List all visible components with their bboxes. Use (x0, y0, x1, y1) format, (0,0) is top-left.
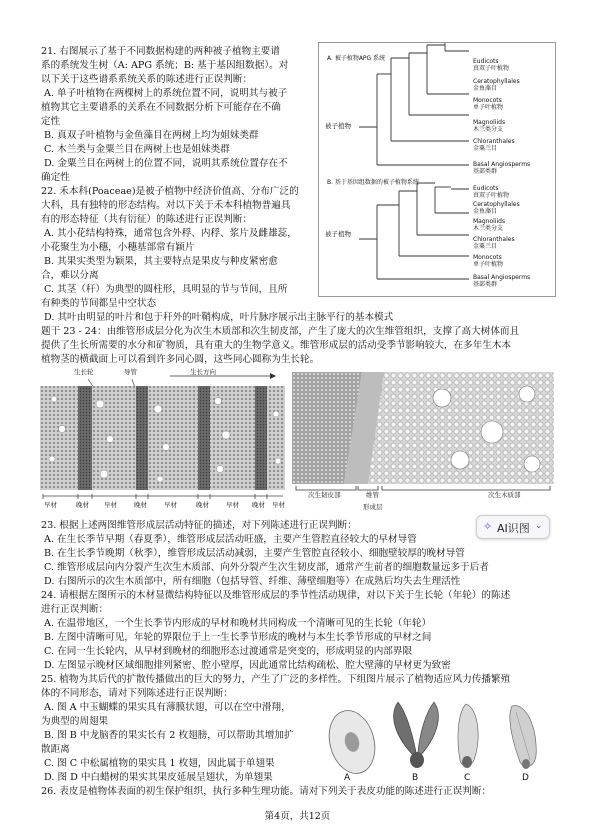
fig-label-b: B (412, 773, 419, 783)
tree-a-tip: 木兰类分支 (473, 126, 504, 133)
fruit-d-drawing (510, 706, 536, 769)
q24-stem: 24. 请根据左图所示的木材显微结构特征以及维管形成层的季节性活动规律，对以下关于生长轮（年轮）的陈述 (41, 590, 511, 601)
fig-label-d: D (522, 773, 529, 783)
tree-a-tip: Monocots (473, 97, 502, 104)
q21-option-d-cont: 确定性 (41, 172, 70, 183)
q25-option-b: B. 图 B 中龙脑香的果实长有 2 枚翅膀，可以帮助其增加扩 (44, 730, 294, 741)
q22-option-d: D. 其叶由明显的叶片和包于秆外的叶鞘构成，叶片脉序展示出主脉平行的基本模式 (44, 312, 394, 323)
label-secondary-xylem: 次生木质部 (488, 491, 521, 499)
label-vessel: 导管 (124, 368, 137, 376)
q22-option-c-cont: 有种类的节间都呈中空状态 (41, 298, 157, 309)
q25-option-b-cont: 散距离 (41, 744, 70, 755)
q21-option-c: C. 木兰类与金粟兰目在两树上也是姐妹类群 (44, 144, 230, 155)
tree-b-tip: 真双子叶植物 (473, 192, 510, 199)
wood-micrograph-figure (40, 369, 556, 514)
q25-option-d: D. 图 D 中白蜡树的果实其果皮延展呈翅状，为单翅果 (44, 772, 273, 783)
label-late-wood: 晚材 (196, 501, 209, 509)
q21-stem-line: 21. 右图展示了基于不同数据构建的两种被子植物主要谱 (41, 46, 280, 57)
label-growth-direction: 生长方向 (190, 368, 216, 376)
intro-line: 提供了生长所需要的水分和矿物质，具有重大的生物学意义。维管形成层的活动受季节影响较大，在多年生木本 (41, 340, 512, 351)
fruit-a-drawing (326, 705, 382, 778)
q24-stem: 进行正误判断： (41, 604, 109, 615)
q22-stem: 22. 禾本科(Poaceae)是被子植物中经济价值高、分布广泛的 (41, 186, 299, 197)
tree-a-tip: Magnoliids (473, 119, 506, 126)
intro-line: 植物茎的横截面上可以看到许多同心圆，这些同心圆称为生长轮。 (41, 354, 320, 365)
q22-option-b: B. 其果实类型为颖果，其主要特点是果皮与种皮紧密愈 (44, 256, 278, 267)
tree-b-tip: 基部类群 (473, 281, 498, 288)
label-secondary-phloem: 次生韧皮部 (308, 491, 341, 499)
q25-option-c: C. 图 C 中松属植物的果实具 1 枚翅，因此属于单翅果 (44, 758, 275, 769)
tree-a-tip: 单子叶植物 (473, 104, 504, 111)
tree-a-tip: Basal Angiosperms (473, 161, 531, 168)
tree-b-tip: 单子叶植物 (473, 261, 504, 268)
label-early-wood: 早材 (226, 501, 239, 509)
tree-b-root-label: 被子植物 (325, 230, 351, 238)
tree-b-tip: Eudicots (473, 185, 499, 192)
chevron-down-icon[interactable]: ⌄ (535, 521, 543, 531)
q22-option-c: C. 其茎（秆）为典型的圆柱形，具明显的节与节间，且所 (44, 284, 288, 295)
label-early-wood: 早材 (272, 501, 285, 509)
q25-option-a: A. 图 A 中玉蝴蝶的果实具有薄膜状翅，可以在空中滑翔， (44, 702, 291, 713)
fruit-drawings (326, 698, 556, 778)
q21-stem-line: 系的系统发生树（A: APG 系统；B: 基于基因组数据）。对 (41, 60, 289, 71)
q21-option-a-cont: 定性 (41, 116, 61, 127)
ai-recognize-button[interactable] (476, 515, 550, 539)
tree-a-tip: Eudicots (473, 58, 499, 65)
q21-option-a-cont: 植物其它主要谱系的关系在不同数据分析下可能存在不确 (41, 102, 281, 113)
fruit-c-drawing (458, 704, 478, 768)
q21-stem-line: 以下关于这些谱系系统关系的陈述进行正误判断： (41, 74, 253, 85)
tree-b-tip: Ceratophyllales (473, 201, 520, 208)
tree-b-tip: Basal Angiosperms (473, 274, 531, 281)
label-late-wood: 晚材 (76, 501, 89, 509)
q23-stem: 23. 根据上述两图维管形成层活动特征的描述，对下列陈述进行正误判断： (41, 520, 357, 531)
right-micrograph (292, 372, 554, 484)
tree-b-tip: Monocots (473, 254, 502, 261)
tree-b-tip: 金粟兰目 (473, 243, 498, 250)
tree-a-title: A. 被子植物APG 系统 (327, 55, 386, 62)
tree-a-tip: Ceratophyllales (473, 78, 520, 85)
wind-dispersal-figure (326, 698, 556, 790)
tree-a-tip: 金粟兰目 (473, 145, 498, 152)
q22-option-a-cont: 小花聚生为小穗，小穗基部常有颖片 (41, 242, 195, 253)
q24-option-b: B. 左图中清晰可见，年轮的界限位于上一生长季节形成的晚材与本生长季节形成的早材之间 (44, 632, 432, 643)
q25-option-a-cont: 为典型的周翅果 (41, 716, 109, 727)
q22-option-a: A. 其小花结构特殊，通常包含外稃、内稃、浆片及雌雄蕊， (44, 228, 297, 239)
tree-a-tip: 真双子叶植物 (473, 65, 510, 72)
q26-stem: 26. 表皮是植物体表面的初生保护组织，执行多种生理功能。请对下列关于表皮功能的陈述进行正误判断： (41, 786, 492, 797)
q24-option-c: C. 在同一生长轮内，从早材到晚材的细胞形态过渡通常是突变的，形成明显的内部界限 (44, 646, 413, 657)
q21-option-b: B. 真双子叶植物与金鱼藻目在两树上均为姐妹类群 (44, 130, 259, 141)
label-vascular: 维管 (366, 491, 379, 499)
label-cambium: 形成层 (363, 503, 383, 511)
label-late-wood: 晚材 (134, 501, 147, 509)
tree-a-tip: 基部类群 (473, 168, 498, 175)
q21-option-a: A. 单子叶植物在两棵树上的系统位置不同，说明其与被子 (44, 88, 288, 99)
label-late-wood: 晚材 (252, 501, 265, 509)
q24-option-d: D. 左图显示晚材区域细胞排列紧密、腔小壁厚，因此通常比结构疏松、腔大壁薄的早材更为致密 (44, 660, 451, 671)
phylogeny-figure (318, 42, 556, 297)
intro-line: 题干 23 - 24：由维管形成层分化为次生木质部和次生韧皮部，产生了庞大的次生维管组织，支撑了高大树体而且 (41, 326, 520, 337)
label-early-wood: 早材 (164, 501, 177, 509)
tree-a-tip: Chloranthales (473, 138, 515, 145)
q25-stem: 体的不同形态，请对下列陈述进行正误判断： (41, 688, 233, 699)
tree-a-tip: 金鱼藻目 (473, 85, 498, 92)
ai-sparkle-icon: ✧ (483, 520, 493, 533)
fruit-b-drawing (394, 702, 439, 768)
tree-b-tip: 木兰类分支 (473, 225, 504, 232)
fig-label-c: C (464, 773, 471, 783)
q23-option-d: D. 右图所示的次生木质部中，所有细胞（包括导管、纤维、薄壁细胞等）在成熟后均失去生理活性 (44, 576, 461, 587)
tree-b-tip: 金鱼藻目 (473, 208, 498, 215)
page-footer: 第4页，共12页 (264, 811, 331, 822)
label-early-wood: 早材 (104, 501, 117, 509)
q23-option-b: B. 在生长季节晚期（秋季），维管形成层活动减弱，主要产生管腔直径较小、细胞壁较厚的晚材导管 (44, 548, 465, 559)
label-growth-ring: 生长轮 (74, 368, 94, 376)
tree-b-tip: Chloranthales (473, 236, 515, 243)
label-early-wood: 早材 (44, 501, 57, 509)
tree-b-title: B. 基于基因组数据的被子植物系统 (327, 179, 419, 186)
fig-label-a: A (344, 773, 351, 783)
q23-option-a: A. 在生长季节早期（春夏季），维管形成层活动旺盛，主要产生管腔直径较大的早材导管 (44, 534, 417, 545)
q22-option-b-cont: 合，难以分离 (41, 270, 99, 281)
q23-option-c: C. 维管形成层向内分裂产生次生木质部、向外分裂产生次生韧皮部，通常产生前者的细胞数量远多于后者 (44, 562, 489, 573)
tree-a-root-label: 被子植物 (325, 122, 351, 130)
tree-b-tip: Magnoliids (473, 218, 506, 225)
ai-recognize-label: AI识图 (497, 522, 530, 535)
q22-stem: 大科，具有独特的形态结构。对以下关于禾本科植物普遍具 (41, 200, 291, 211)
q25-stem: 25. 植物为其后代的扩散传播做出的巨大的努力，产生了广泛的多样性。下组图片展示了植物适应风力传播繁殖 (41, 674, 511, 685)
q24-option-a: A. 在温带地区，一个生长季节内形成的早材和晚材共同构成一个清晰可见的生长轮（年轮） (44, 618, 432, 629)
q22-stem: 有的形态特征（共有衍征）的陈述进行正误判断： (41, 214, 253, 225)
left-micrograph (40, 369, 285, 514)
q21-option-d: D. 金粟兰目在两树上的位置不同，说明其系统位置存在不 (44, 158, 288, 169)
